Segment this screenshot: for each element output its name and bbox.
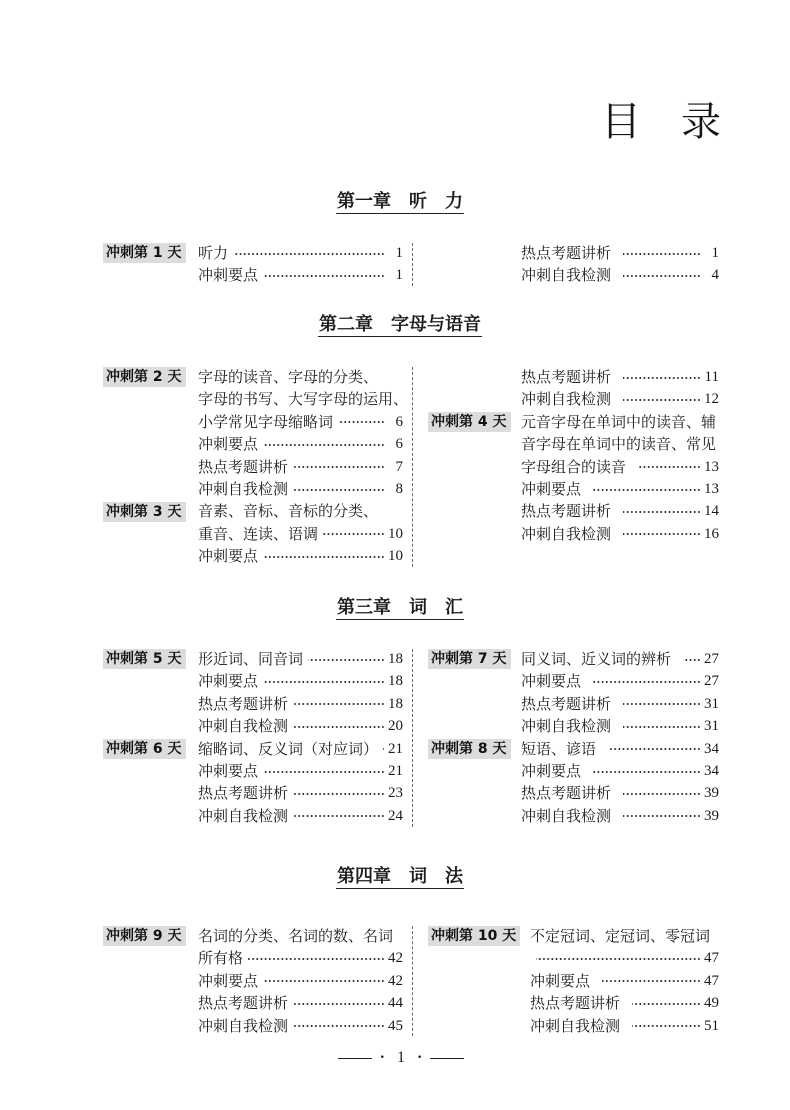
dot-leader <box>323 532 385 536</box>
dot-leader <box>383 747 385 751</box>
day-label: 冲刺第 10 天 <box>428 926 520 946</box>
toc-line <box>428 738 719 760</box>
dot-leader <box>623 510 701 514</box>
entry-title: 听力 <box>198 244 229 262</box>
entry-title: 热点考题讲析 <box>521 244 612 262</box>
dot-leader <box>248 957 385 961</box>
page-number: 8 <box>395 480 403 497</box>
page-number: 34 <box>704 762 719 779</box>
dot-leader <box>263 274 385 278</box>
page-number: 47 <box>704 950 719 967</box>
dot-leader <box>623 532 701 536</box>
page-number: 21 <box>388 740 403 757</box>
dot-leader <box>263 979 385 983</box>
toc-line <box>428 366 719 388</box>
entry-title: 冲刺自我检测 <box>198 1016 289 1035</box>
toc-line <box>103 500 403 522</box>
page-number: 13 <box>704 480 719 497</box>
toc-column-right <box>428 366 719 545</box>
toc-line <box>428 500 719 522</box>
page-number: 14 <box>704 503 719 520</box>
toc-line <box>103 242 403 264</box>
dot-leader <box>293 792 385 796</box>
toc-line <box>103 760 403 782</box>
toc-line <box>103 456 403 478</box>
day-label: 冲刺第 6 天 <box>103 739 186 759</box>
page-number: 21 <box>388 762 403 779</box>
dot-leader <box>293 488 385 492</box>
entry-title: 短语、谚语 <box>521 739 597 758</box>
entry-title: 元音字母在单词中的读音、辅 <box>521 412 717 431</box>
toc-column-left <box>103 242 403 287</box>
day-label: 冲刺第 3 天 <box>103 502 186 522</box>
dot-leader <box>536 957 701 961</box>
dot-leader <box>263 680 385 684</box>
toc-line <box>428 456 719 478</box>
entry-title: 冲刺要点 <box>521 479 582 498</box>
footer-rule-left <box>338 1058 372 1059</box>
dot-leader <box>338 420 385 424</box>
page-number: 6 <box>395 413 403 430</box>
day-label: 冲刺第 8 天 <box>428 739 511 759</box>
toc-line <box>103 366 403 388</box>
dot-leader <box>632 1024 701 1028</box>
chapter-heading <box>10 315 790 337</box>
day-label: 冲刺第 9 天 <box>103 926 186 946</box>
toc-line <box>103 388 409 410</box>
toc-line <box>103 693 403 715</box>
toc-line <box>428 925 719 947</box>
dot-leader <box>623 702 701 706</box>
entry-title: 冲刺要点 <box>530 971 591 990</box>
entry-title: 热点考题讲析 <box>521 368 612 386</box>
day-label: 冲刺第 1 天 <box>103 243 186 263</box>
toc-line <box>103 738 403 760</box>
entry-title: 冲刺自我检测 <box>521 266 612 285</box>
chapter-heading-text: 第二章 字母与语音 <box>319 314 481 335</box>
toc-line <box>428 760 719 782</box>
entry-title: 名词的分类、名词的数、名词 <box>198 927 394 945</box>
column-divider <box>412 926 413 1036</box>
toc-column-right <box>428 242 719 287</box>
page-number: 39 <box>704 785 719 802</box>
page-number: 31 <box>704 695 719 712</box>
page-number: 51 <box>704 1017 719 1034</box>
page-number: 6 <box>395 436 403 453</box>
column-divider <box>412 243 413 286</box>
entry-title: 音字母在单词中的读音、常见 <box>521 435 717 454</box>
entry-title: 冲刺自我检测 <box>521 524 612 543</box>
toc-line <box>428 970 719 992</box>
page-number: 10 <box>388 525 403 542</box>
entry-title: 冲刺要点 <box>198 761 259 780</box>
entry-title: 冲刺要点 <box>521 761 582 780</box>
page-number: 18 <box>388 651 403 667</box>
page-number: 1 <box>395 267 403 284</box>
entry-title: 音素、音标、音标的分类、 <box>198 502 379 521</box>
page-number: 23 <box>388 785 403 802</box>
entry-title: 不定冠词、定冠词、零冠词 <box>530 927 711 945</box>
column-divider <box>412 367 413 567</box>
toc-line <box>428 715 719 737</box>
dot-leader <box>293 814 385 818</box>
toc-line <box>103 264 403 286</box>
toc-line <box>428 992 719 1014</box>
entry-title: 热点考题讲析 <box>198 457 289 476</box>
dot-leader <box>263 443 385 447</box>
dot-leader <box>293 1024 385 1028</box>
dot-leader <box>623 398 701 402</box>
entry-title: 冲刺自我检测 <box>521 390 612 409</box>
chapter-heading-text: 第四章 词 法 <box>337 866 463 887</box>
dot-leader <box>263 555 385 559</box>
footer-rule-right <box>430 1058 464 1059</box>
dot-leader <box>638 465 701 469</box>
page-number: 11 <box>704 369 719 385</box>
toc-line <box>103 715 403 737</box>
page-number: 42 <box>388 972 403 989</box>
page-footer <box>338 1047 464 1069</box>
entry-title: 同义词、近义词的辨析 <box>521 650 672 668</box>
page-number: 1 <box>711 245 719 261</box>
toc-line <box>103 925 403 947</box>
page-number: 31 <box>704 718 719 735</box>
chapter-heading <box>10 598 790 620</box>
toc-line <box>103 992 403 1014</box>
toc-column-left <box>103 366 409 568</box>
toc-line <box>103 648 403 670</box>
page-number: 18 <box>388 695 403 712</box>
day-label: 冲刺第 5 天 <box>103 649 186 669</box>
entry-title: 小学常见字母缩略词 <box>198 412 334 431</box>
chapter-heading-text: 第一章 听 力 <box>337 191 463 212</box>
page-number: 24 <box>388 807 403 824</box>
entry-title: 冲刺自我检测 <box>198 479 289 498</box>
entry-title: 冲刺要点 <box>198 266 259 285</box>
toc-line <box>428 388 719 410</box>
entry-title: 热点考题讲析 <box>530 994 621 1013</box>
day-label: 冲刺第 2 天 <box>103 367 186 387</box>
page-number: 13 <box>704 458 719 475</box>
dot-leader <box>593 488 701 492</box>
entry-title: 热点考题讲析 <box>521 784 612 803</box>
dot-leader <box>623 725 701 729</box>
dot-leader <box>293 702 385 706</box>
page-number: 7 <box>395 458 403 475</box>
toc-line <box>428 670 719 692</box>
page-number: 12 <box>704 391 719 408</box>
dot-leader <box>623 792 701 796</box>
toc-line <box>103 478 403 500</box>
toc-line <box>103 523 403 545</box>
toc-line <box>428 242 719 264</box>
page-number: 49 <box>704 995 719 1012</box>
entry-title: 热点考题讲析 <box>198 694 289 713</box>
toc-line <box>103 782 403 804</box>
dot-leader <box>623 252 701 256</box>
toc-line <box>428 693 719 715</box>
entry-title: 冲刺要点 <box>198 435 259 454</box>
page-number: 44 <box>388 995 403 1012</box>
toc-line <box>428 782 719 804</box>
toc-line <box>428 478 719 500</box>
entry-title: 字母组合的读音 <box>521 457 627 476</box>
toc-line <box>103 670 403 692</box>
entry-title: 冲刺自我检测 <box>198 806 289 825</box>
chapter-heading <box>10 192 790 214</box>
page-number: 45 <box>388 1017 403 1034</box>
dot-leader <box>632 1002 701 1006</box>
dot-leader <box>293 725 385 729</box>
dot-leader <box>623 814 701 818</box>
entry-title: 重音、连读、语调 <box>198 524 319 543</box>
toc-line <box>428 947 719 969</box>
chapter-heading-text: 第三章 词 汇 <box>337 597 463 618</box>
entry-title: 冲刺自我检测 <box>521 806 612 825</box>
toc-line <box>103 545 403 567</box>
page-number: 1 <box>395 245 403 261</box>
toc-column-right <box>428 648 719 827</box>
dot-leader <box>263 770 385 774</box>
day-label: 冲刺第 4 天 <box>428 412 511 432</box>
dot-leader <box>293 465 385 469</box>
toc-line <box>103 947 403 969</box>
page-number: 27 <box>704 673 719 690</box>
toc-column-left <box>103 648 403 827</box>
page-number: 27 <box>704 651 719 667</box>
toc-line <box>428 805 719 827</box>
toc-line <box>428 648 719 670</box>
dot-leader <box>608 747 701 751</box>
page-number: 39 <box>704 807 719 824</box>
toc-column-right <box>428 925 719 1037</box>
dot-leader <box>683 658 701 662</box>
toc-line <box>103 433 403 455</box>
toc-line <box>103 970 403 992</box>
page-number: 47 <box>704 972 719 989</box>
toc-line <box>428 1015 719 1037</box>
toc-line <box>428 523 719 545</box>
entry-title: 冲刺自我检测 <box>521 717 612 736</box>
dot-leader <box>623 274 701 278</box>
entry-title: 字母的读音、字母的分类、 <box>198 368 379 386</box>
entry-title: 冲刺自我检测 <box>198 717 289 736</box>
entry-title: 热点考题讲析 <box>521 502 612 521</box>
toc-line <box>428 264 719 286</box>
toc-line <box>103 1015 403 1037</box>
page-number: 10 <box>388 548 403 565</box>
page-number: 18 <box>388 673 403 690</box>
entry-title: 热点考题讲析 <box>521 694 612 713</box>
entry-title: 冲刺要点 <box>198 971 259 990</box>
day-label: 冲刺第 7 天 <box>428 649 511 669</box>
entry-title: 形近词、同音词 <box>198 650 304 668</box>
entry-title: 冲刺要点 <box>198 672 259 691</box>
toc-line <box>103 411 403 433</box>
dot-leader <box>233 252 385 256</box>
entry-title: 缩略词、反义词（对应词） <box>198 739 379 758</box>
dot-leader <box>593 680 701 684</box>
page-number: 20 <box>388 718 403 735</box>
dot-leader <box>602 979 701 983</box>
toc-line <box>103 805 403 827</box>
page-number: 34 <box>704 740 719 757</box>
entry-title: 冲刺自我检测 <box>530 1016 621 1035</box>
toc-column-left <box>103 925 403 1037</box>
page-number: 16 <box>704 525 719 542</box>
toc-line <box>428 433 719 455</box>
entry-title: 热点考题讲析 <box>198 784 289 803</box>
footer-page-number: · 1 · <box>380 1047 423 1069</box>
page-number: 4 <box>711 267 719 284</box>
dot-leader <box>593 770 701 774</box>
dot-leader <box>623 376 701 380</box>
entry-title: 冲刺要点 <box>198 547 259 566</box>
column-divider <box>412 649 413 827</box>
toc-line <box>428 411 719 433</box>
page-number: 42 <box>388 950 403 967</box>
dot-leader <box>308 658 385 662</box>
entry-title: 所有格 <box>198 949 244 968</box>
page-title: 目 录 <box>601 99 721 145</box>
chapter-heading <box>10 867 790 889</box>
dot-leader <box>293 1002 385 1006</box>
entry-title: 热点考题讲析 <box>198 994 289 1013</box>
entry-title: 冲刺要点 <box>521 672 582 691</box>
entry-title: 字母的书写、大写字母的运用、 <box>198 390 409 409</box>
